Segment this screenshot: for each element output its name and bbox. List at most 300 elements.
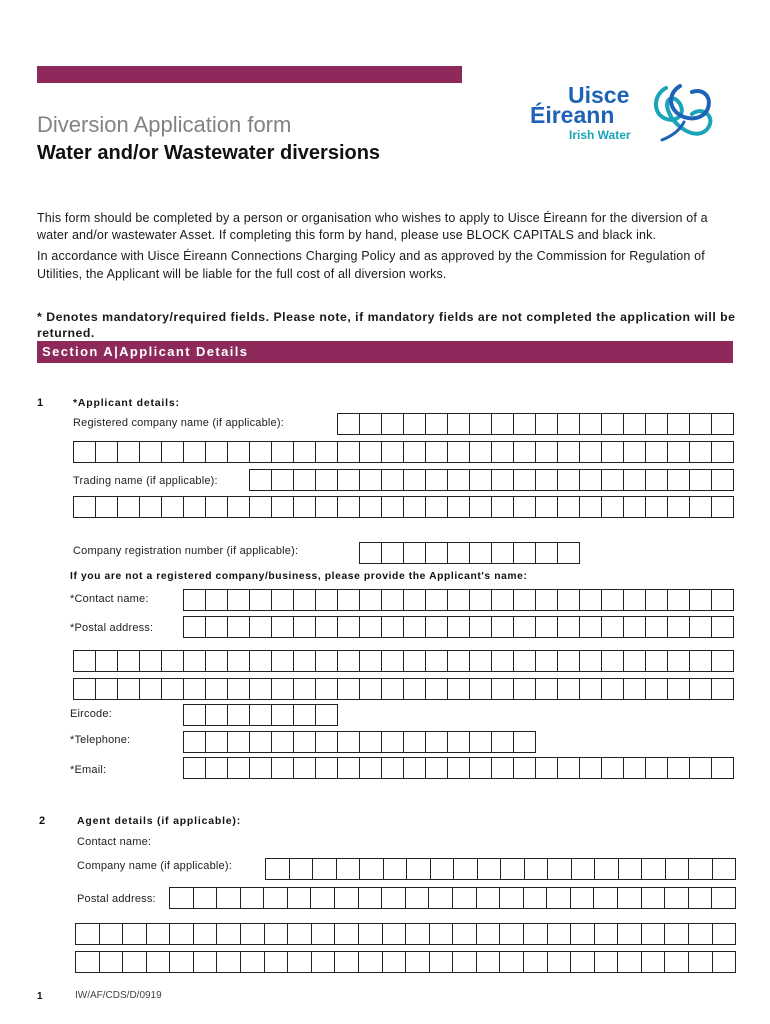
character-box[interactable] xyxy=(690,496,712,518)
character-box[interactable] xyxy=(514,616,536,638)
character-box[interactable] xyxy=(580,757,602,779)
character-box[interactable] xyxy=(266,858,290,880)
character-box[interactable] xyxy=(184,496,206,518)
character-box[interactable] xyxy=(448,678,470,700)
character-box[interactable] xyxy=(668,441,690,463)
character-box[interactable] xyxy=(147,923,171,945)
character-box[interactable] xyxy=(338,469,360,491)
character-box[interactable] xyxy=(316,469,338,491)
character-box[interactable] xyxy=(74,441,96,463)
character-box[interactable] xyxy=(690,678,712,700)
telephone-input[interactable] xyxy=(183,731,536,753)
character-box[interactable] xyxy=(123,923,147,945)
character-box[interactable] xyxy=(250,757,272,779)
character-box[interactable] xyxy=(619,858,643,880)
character-box[interactable] xyxy=(384,858,408,880)
character-box[interactable] xyxy=(536,542,558,564)
character-box[interactable] xyxy=(666,858,690,880)
character-box[interactable] xyxy=(602,678,624,700)
character-box[interactable] xyxy=(712,413,734,435)
character-box[interactable] xyxy=(96,650,118,672)
character-box[interactable] xyxy=(470,650,492,672)
character-box[interactable] xyxy=(470,469,492,491)
postal-address-input-row-1[interactable] xyxy=(183,616,734,638)
character-box[interactable] xyxy=(360,496,382,518)
character-box[interactable] xyxy=(404,650,426,672)
character-box[interactable] xyxy=(624,757,646,779)
character-box[interactable] xyxy=(514,496,536,518)
trading-name-input-row-2[interactable] xyxy=(73,496,734,518)
character-box[interactable] xyxy=(558,469,580,491)
character-box[interactable] xyxy=(492,757,514,779)
character-box[interactable] xyxy=(524,887,548,909)
character-box[interactable] xyxy=(382,650,404,672)
character-box[interactable] xyxy=(294,731,316,753)
character-box[interactable] xyxy=(690,650,712,672)
character-box[interactable] xyxy=(514,757,536,779)
character-box[interactable] xyxy=(337,858,361,880)
character-box[interactable] xyxy=(359,923,383,945)
character-box[interactable] xyxy=(689,923,713,945)
character-box[interactable] xyxy=(338,731,360,753)
character-box[interactable] xyxy=(288,951,312,973)
character-box[interactable] xyxy=(162,496,184,518)
character-box[interactable] xyxy=(316,496,338,518)
character-box[interactable] xyxy=(602,469,624,491)
character-box[interactable] xyxy=(558,413,580,435)
character-box[interactable] xyxy=(470,616,492,638)
character-box[interactable] xyxy=(316,616,338,638)
contact-name-input[interactable] xyxy=(183,589,734,611)
character-box[interactable] xyxy=(668,650,690,672)
character-box[interactable] xyxy=(217,887,241,909)
character-box[interactable] xyxy=(338,678,360,700)
character-box[interactable] xyxy=(228,704,250,726)
character-box[interactable] xyxy=(712,496,734,518)
character-box[interactable] xyxy=(624,678,646,700)
character-box[interactable] xyxy=(228,589,250,611)
character-box[interactable] xyxy=(624,589,646,611)
character-box[interactable] xyxy=(713,923,737,945)
character-box[interactable] xyxy=(272,650,294,672)
character-box[interactable] xyxy=(184,731,206,753)
character-box[interactable] xyxy=(536,413,558,435)
character-box[interactable] xyxy=(426,731,448,753)
eircode-input[interactable] xyxy=(183,704,338,726)
character-box[interactable] xyxy=(250,704,272,726)
character-box[interactable] xyxy=(360,413,382,435)
character-box[interactable] xyxy=(170,951,194,973)
character-box[interactable] xyxy=(404,413,426,435)
character-box[interactable] xyxy=(162,678,184,700)
character-box[interactable] xyxy=(338,616,360,638)
character-box[interactable] xyxy=(383,951,407,973)
character-box[interactable] xyxy=(404,616,426,638)
character-box[interactable] xyxy=(382,413,404,435)
character-box[interactable] xyxy=(492,496,514,518)
character-box[interactable] xyxy=(426,542,448,564)
character-box[interactable] xyxy=(294,650,316,672)
character-box[interactable] xyxy=(250,678,272,700)
character-box[interactable] xyxy=(228,441,250,463)
character-box[interactable] xyxy=(184,757,206,779)
character-box[interactable] xyxy=(288,923,312,945)
character-box[interactable] xyxy=(595,858,619,880)
character-box[interactable] xyxy=(580,496,602,518)
character-box[interactable] xyxy=(624,496,646,518)
character-box[interactable] xyxy=(250,731,272,753)
character-box[interactable] xyxy=(360,858,384,880)
character-box[interactable] xyxy=(228,678,250,700)
character-box[interactable] xyxy=(206,731,228,753)
character-box[interactable] xyxy=(646,469,668,491)
character-box[interactable] xyxy=(265,951,289,973)
character-box[interactable] xyxy=(536,757,558,779)
character-box[interactable] xyxy=(76,923,100,945)
character-box[interactable] xyxy=(147,951,171,973)
character-box[interactable] xyxy=(118,678,140,700)
character-box[interactable] xyxy=(548,951,572,973)
character-box[interactable] xyxy=(646,589,668,611)
postal-address-input-row-2[interactable] xyxy=(73,650,734,672)
character-box[interactable] xyxy=(602,589,624,611)
character-box[interactable] xyxy=(572,858,596,880)
character-box[interactable] xyxy=(580,413,602,435)
character-box[interactable] xyxy=(712,757,734,779)
character-box[interactable] xyxy=(406,951,430,973)
character-box[interactable] xyxy=(448,616,470,638)
character-box[interactable] xyxy=(404,542,426,564)
character-box[interactable] xyxy=(228,650,250,672)
character-box[interactable] xyxy=(668,496,690,518)
agent-postal-address-input-row-1[interactable] xyxy=(169,887,736,909)
character-box[interactable] xyxy=(272,496,294,518)
character-box[interactable] xyxy=(359,951,383,973)
character-box[interactable] xyxy=(470,496,492,518)
character-box[interactable] xyxy=(140,441,162,463)
character-box[interactable] xyxy=(478,858,502,880)
character-box[interactable] xyxy=(406,887,430,909)
character-box[interactable] xyxy=(404,441,426,463)
character-box[interactable] xyxy=(690,469,712,491)
agent-postal-address-input-row-3[interactable] xyxy=(75,951,736,973)
agent-company-name-input[interactable] xyxy=(265,858,736,880)
character-box[interactable] xyxy=(426,441,448,463)
character-box[interactable] xyxy=(525,858,549,880)
character-box[interactable] xyxy=(624,650,646,672)
character-box[interactable] xyxy=(524,951,548,973)
character-box[interactable] xyxy=(382,589,404,611)
character-box[interactable] xyxy=(642,923,666,945)
character-box[interactable] xyxy=(668,678,690,700)
character-box[interactable] xyxy=(382,731,404,753)
character-box[interactable] xyxy=(548,858,572,880)
character-box[interactable] xyxy=(118,496,140,518)
character-box[interactable] xyxy=(217,923,241,945)
character-box[interactable] xyxy=(228,616,250,638)
character-box[interactable] xyxy=(206,704,228,726)
character-box[interactable] xyxy=(448,496,470,518)
character-box[interactable] xyxy=(206,678,228,700)
character-box[interactable] xyxy=(335,923,359,945)
character-box[interactable] xyxy=(712,887,736,909)
character-box[interactable] xyxy=(74,496,96,518)
character-box[interactable] xyxy=(453,887,477,909)
character-box[interactable] xyxy=(624,616,646,638)
character-box[interactable] xyxy=(206,441,228,463)
character-box[interactable] xyxy=(712,616,734,638)
character-box[interactable] xyxy=(294,469,316,491)
character-box[interactable] xyxy=(404,731,426,753)
character-box[interactable] xyxy=(206,496,228,518)
character-box[interactable] xyxy=(602,757,624,779)
character-box[interactable] xyxy=(580,589,602,611)
character-box[interactable] xyxy=(689,858,713,880)
character-box[interactable] xyxy=(426,616,448,638)
character-box[interactable] xyxy=(571,951,595,973)
character-box[interactable] xyxy=(316,704,338,726)
character-box[interactable] xyxy=(580,469,602,491)
character-box[interactable] xyxy=(602,650,624,672)
character-box[interactable] xyxy=(536,616,558,638)
character-box[interactable] xyxy=(382,441,404,463)
character-box[interactable] xyxy=(470,413,492,435)
character-box[interactable] xyxy=(470,589,492,611)
character-box[interactable] xyxy=(140,678,162,700)
character-box[interactable] xyxy=(360,616,382,638)
character-box[interactable] xyxy=(184,589,206,611)
character-box[interactable] xyxy=(514,469,536,491)
character-box[interactable] xyxy=(514,413,536,435)
character-box[interactable] xyxy=(642,887,666,909)
character-box[interactable] xyxy=(100,923,124,945)
character-box[interactable] xyxy=(665,887,689,909)
character-box[interactable] xyxy=(646,496,668,518)
character-box[interactable] xyxy=(194,887,218,909)
character-box[interactable] xyxy=(118,441,140,463)
character-box[interactable] xyxy=(338,413,360,435)
character-box[interactable] xyxy=(360,678,382,700)
character-box[interactable] xyxy=(477,923,501,945)
character-box[interactable] xyxy=(250,441,272,463)
character-box[interactable] xyxy=(140,496,162,518)
character-box[interactable] xyxy=(338,496,360,518)
character-box[interactable] xyxy=(430,923,454,945)
character-box[interactable] xyxy=(272,589,294,611)
character-box[interactable] xyxy=(713,951,737,973)
character-box[interactable] xyxy=(206,757,228,779)
character-box[interactable] xyxy=(383,923,407,945)
character-box[interactable] xyxy=(618,887,642,909)
character-box[interactable] xyxy=(426,757,448,779)
registered-company-input-row-2[interactable] xyxy=(73,441,734,463)
character-box[interactable] xyxy=(312,951,336,973)
character-box[interactable] xyxy=(184,704,206,726)
character-box[interactable] xyxy=(453,923,477,945)
character-box[interactable] xyxy=(646,616,668,638)
character-box[interactable] xyxy=(453,951,477,973)
character-box[interactable] xyxy=(250,616,272,638)
character-box[interactable] xyxy=(618,951,642,973)
character-box[interactable] xyxy=(184,678,206,700)
character-box[interactable] xyxy=(536,469,558,491)
company-registration-input[interactable] xyxy=(359,542,580,564)
character-box[interactable] xyxy=(646,413,668,435)
character-box[interactable] xyxy=(194,951,218,973)
character-box[interactable] xyxy=(382,678,404,700)
character-box[interactable] xyxy=(690,616,712,638)
character-box[interactable] xyxy=(338,441,360,463)
character-box[interactable] xyxy=(294,496,316,518)
character-box[interactable] xyxy=(514,441,536,463)
character-box[interactable] xyxy=(536,650,558,672)
character-box[interactable] xyxy=(430,951,454,973)
character-box[interactable] xyxy=(360,757,382,779)
character-box[interactable] xyxy=(500,887,524,909)
character-box[interactable] xyxy=(162,650,184,672)
registered-company-input-row-1[interactable] xyxy=(337,413,734,435)
agent-postal-address-input-row-2[interactable] xyxy=(75,923,736,945)
character-box[interactable] xyxy=(359,887,383,909)
character-box[interactable] xyxy=(426,496,448,518)
character-box[interactable] xyxy=(580,650,602,672)
character-box[interactable] xyxy=(194,923,218,945)
character-box[interactable] xyxy=(184,441,206,463)
character-box[interactable] xyxy=(429,887,453,909)
character-box[interactable] xyxy=(500,923,524,945)
character-box[interactable] xyxy=(426,413,448,435)
character-box[interactable] xyxy=(690,757,712,779)
character-box[interactable] xyxy=(228,496,250,518)
character-box[interactable] xyxy=(558,757,580,779)
character-box[interactable] xyxy=(448,542,470,564)
character-box[interactable] xyxy=(477,887,501,909)
character-box[interactable] xyxy=(689,951,713,973)
character-box[interactable] xyxy=(571,923,595,945)
character-box[interactable] xyxy=(404,469,426,491)
character-box[interactable] xyxy=(712,469,734,491)
character-box[interactable] xyxy=(272,731,294,753)
email-input[interactable] xyxy=(183,757,734,779)
character-box[interactable] xyxy=(514,589,536,611)
character-box[interactable] xyxy=(96,441,118,463)
character-box[interactable] xyxy=(536,678,558,700)
character-box[interactable] xyxy=(316,650,338,672)
character-box[interactable] xyxy=(580,616,602,638)
character-box[interactable] xyxy=(454,858,478,880)
character-box[interactable] xyxy=(272,441,294,463)
character-box[interactable] xyxy=(558,496,580,518)
character-box[interactable] xyxy=(241,923,265,945)
character-box[interactable] xyxy=(272,469,294,491)
character-box[interactable] xyxy=(690,441,712,463)
character-box[interactable] xyxy=(646,678,668,700)
character-box[interactable] xyxy=(241,951,265,973)
character-box[interactable] xyxy=(404,496,426,518)
character-box[interactable] xyxy=(217,951,241,973)
character-box[interactable] xyxy=(448,589,470,611)
character-box[interactable] xyxy=(316,441,338,463)
character-box[interactable] xyxy=(406,923,430,945)
postal-address-input-row-3[interactable] xyxy=(73,678,734,700)
character-box[interactable] xyxy=(492,469,514,491)
character-box[interactable] xyxy=(426,469,448,491)
character-box[interactable] xyxy=(123,951,147,973)
character-box[interactable] xyxy=(690,589,712,611)
character-box[interactable] xyxy=(624,469,646,491)
character-box[interactable] xyxy=(594,887,618,909)
character-box[interactable] xyxy=(360,469,382,491)
character-box[interactable] xyxy=(492,589,514,611)
character-box[interactable] xyxy=(492,441,514,463)
trading-name-input-row-1[interactable] xyxy=(249,469,734,491)
character-box[interactable] xyxy=(294,704,316,726)
character-box[interactable] xyxy=(206,616,228,638)
character-box[interactable] xyxy=(689,887,713,909)
character-box[interactable] xyxy=(76,951,100,973)
character-box[interactable] xyxy=(492,731,514,753)
character-box[interactable] xyxy=(170,887,194,909)
character-box[interactable] xyxy=(100,951,124,973)
character-box[interactable] xyxy=(713,858,737,880)
character-box[interactable] xyxy=(602,441,624,463)
character-box[interactable] xyxy=(558,589,580,611)
character-box[interactable] xyxy=(250,496,272,518)
character-box[interactable] xyxy=(170,923,194,945)
character-box[interactable] xyxy=(96,496,118,518)
character-box[interactable] xyxy=(492,616,514,638)
character-box[interactable] xyxy=(312,923,336,945)
character-box[interactable] xyxy=(690,413,712,435)
character-box[interactable] xyxy=(558,650,580,672)
character-box[interactable] xyxy=(595,951,619,973)
character-box[interactable] xyxy=(524,923,548,945)
character-box[interactable] xyxy=(264,887,288,909)
character-box[interactable] xyxy=(250,650,272,672)
character-box[interactable] xyxy=(646,441,668,463)
character-box[interactable] xyxy=(404,678,426,700)
character-box[interactable] xyxy=(618,923,642,945)
character-box[interactable] xyxy=(602,496,624,518)
character-box[interactable] xyxy=(642,858,666,880)
character-box[interactable] xyxy=(338,757,360,779)
character-box[interactable] xyxy=(514,650,536,672)
character-box[interactable] xyxy=(360,650,382,672)
character-box[interactable] xyxy=(382,469,404,491)
character-box[interactable] xyxy=(184,616,206,638)
character-box[interactable] xyxy=(668,757,690,779)
character-box[interactable] xyxy=(360,441,382,463)
character-box[interactable] xyxy=(96,678,118,700)
character-box[interactable] xyxy=(294,616,316,638)
character-box[interactable] xyxy=(665,923,689,945)
character-box[interactable] xyxy=(404,589,426,611)
character-box[interactable] xyxy=(382,616,404,638)
character-box[interactable] xyxy=(668,413,690,435)
character-box[interactable] xyxy=(360,589,382,611)
character-box[interactable] xyxy=(624,441,646,463)
character-box[interactable] xyxy=(470,441,492,463)
character-box[interactable] xyxy=(536,589,558,611)
character-box[interactable] xyxy=(492,542,514,564)
character-box[interactable] xyxy=(514,542,536,564)
character-box[interactable] xyxy=(431,858,455,880)
character-box[interactable] xyxy=(316,678,338,700)
character-box[interactable] xyxy=(448,731,470,753)
character-box[interactable] xyxy=(407,858,431,880)
character-box[interactable] xyxy=(228,757,250,779)
character-box[interactable] xyxy=(118,650,140,672)
